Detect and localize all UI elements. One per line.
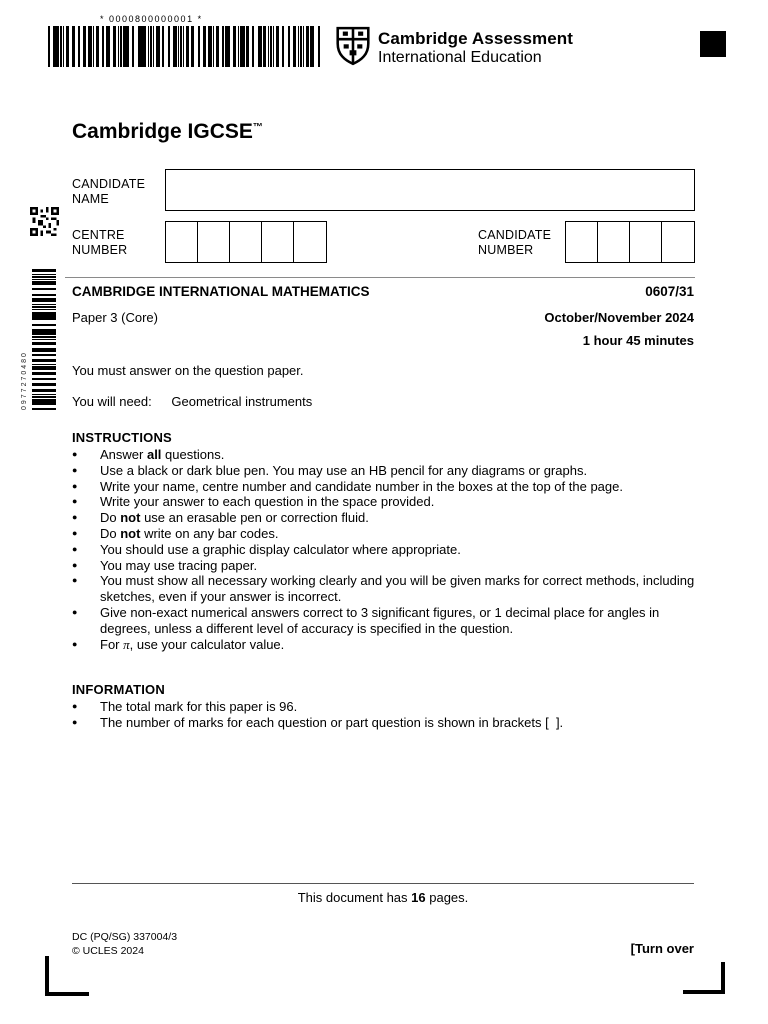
centre-number-cell[interactable] <box>294 222 326 262</box>
instructions-list <box>72 447 696 652</box>
bullet-icon: ● <box>72 512 78 523</box>
trademark-symbol: ™ <box>252 122 263 133</box>
centre-number-label-line1: CENTRE <box>72 228 125 242</box>
bullet-icon: ● <box>72 449 78 459</box>
page-title <box>72 120 263 144</box>
list-item <box>72 526 696 542</box>
candidate-number-cell[interactable] <box>598 222 630 262</box>
materials-needed <box>72 394 312 409</box>
dc-reference-code: DC (PQ/SG) 337004/3 <box>72 931 178 943</box>
centre-number-cell[interactable] <box>262 222 294 262</box>
copyright-notice: © UCLES 2024 <box>72 945 144 957</box>
candidate-number-cell[interactable] <box>566 222 598 262</box>
bullet-icon: ● <box>72 527 78 538</box>
centre-number-label <box>72 228 127 258</box>
list-item <box>72 494 696 510</box>
side-barcode-number: 0977270480 <box>21 351 28 410</box>
list-item-text: The total mark for this paper is 96. <box>100 699 298 714</box>
brand-name: Cambridge Assessment <box>378 29 574 48</box>
centre-number-cell[interactable] <box>166 222 198 262</box>
bullet-icon: ● <box>72 464 78 475</box>
footer-divider <box>72 883 694 884</box>
top-barcode <box>48 26 320 67</box>
list-item <box>72 637 696 653</box>
list-item-text: Use a black or dark blue pen. You may use an HB pencil for any diagrams or graphs. <box>100 462 588 478</box>
list-item <box>72 447 696 463</box>
candidate-name-label-line2: NAME <box>72 192 109 206</box>
candidate-number-label <box>478 228 551 258</box>
list-item <box>72 510 696 526</box>
list-item-text: You must show all necessary working clearly and you will be given marks for correct methods, including sketches, even if your answer is incorrect. <box>100 573 695 605</box>
list-item-text: Answer all questions. <box>100 447 225 462</box>
bullet-icon: ● <box>72 575 78 586</box>
crop-mark-bottom-right <box>683 962 725 994</box>
bullet-icon: ● <box>72 559 78 570</box>
candidate-number-label-line2: NUMBER <box>478 243 534 257</box>
turn-over-label: [Turn over <box>630 941 694 956</box>
bullet-icon: ● <box>72 480 78 491</box>
candidate-name-box[interactable] <box>165 169 695 211</box>
list-item <box>72 573 696 605</box>
list-item-text: Do not use an erasable pen or correction fluid. <box>100 510 369 526</box>
cambridge-logo <box>336 26 573 67</box>
side-barcode <box>32 268 56 410</box>
list-item-text: Write your answer to each question in the space provided. <box>100 494 435 510</box>
paper-row <box>72 310 694 325</box>
answer-instruction: You must answer on the question paper. <box>72 363 304 378</box>
bullet-icon: ● <box>72 716 78 727</box>
qr-code-mark <box>30 207 59 236</box>
list-item <box>72 699 696 715</box>
centre-number-box[interactable] <box>165 221 327 263</box>
materials-needed-value: Geometrical instruments <box>171 394 313 409</box>
bullet-icon: ● <box>72 701 78 711</box>
information-list <box>72 699 696 731</box>
information-heading: INFORMATION <box>72 682 165 697</box>
cambridge-shield-icon <box>336 26 370 66</box>
brand-subname: International Education <box>378 49 542 66</box>
paper-name: Paper 3 (Core) <box>72 310 158 325</box>
candidate-number-cell[interactable] <box>630 222 662 262</box>
candidate-number-label-line1: CANDIDATE <box>478 228 552 242</box>
bullet-icon: ● <box>72 543 78 554</box>
list-item <box>72 463 696 479</box>
candidate-number-cell[interactable] <box>662 222 694 262</box>
list-item <box>72 542 696 558</box>
list-item-text: Write your name, centre number and candidate number in the boxes at the top of the page. <box>100 478 623 494</box>
subject-title: CAMBRIDGE INTERNATIONAL MATHEMATICS <box>72 284 370 299</box>
list-item-text: For π, use your calculator value. <box>100 636 285 652</box>
list-item-text: You may use tracing paper. <box>100 557 258 573</box>
list-item <box>72 605 696 637</box>
bullet-icon: ● <box>72 638 78 649</box>
centre-number-cell[interactable] <box>230 222 262 262</box>
page-count-note: This document has 16 pages. <box>297 890 469 905</box>
instructions-heading: INSTRUCTIONS <box>72 430 172 445</box>
candidate-name-label <box>72 177 145 207</box>
brand-text <box>378 26 573 67</box>
exam-duration: 1 hour 45 minutes <box>582 333 694 348</box>
duration-row <box>72 333 694 348</box>
list-item <box>72 479 696 495</box>
top-barcode-number: * 0000800000001 * <box>100 14 203 24</box>
paper-code: 0607/31 <box>645 284 694 299</box>
list-item <box>72 715 696 731</box>
header-divider <box>65 277 695 278</box>
list-item-text: You should use a graphic display calculator where appropriate. <box>100 541 461 557</box>
crop-mark-bottom-left <box>45 956 89 996</box>
centre-number-cell[interactable] <box>198 222 230 262</box>
centre-number-label-line2: NUMBER <box>72 243 128 257</box>
list-item-text: The number of marks for each question or part question is shown in brackets [ ]. <box>100 714 564 730</box>
registration-mark-square <box>700 31 726 57</box>
candidate-name-label-line1: CANDIDATE <box>72 177 146 191</box>
materials-needed-label: You will need: <box>72 394 152 409</box>
list-item <box>72 558 696 574</box>
list-item-text: Do not write on any bar codes. <box>100 525 279 541</box>
bullet-icon: ● <box>72 606 78 617</box>
candidate-number-box[interactable] <box>565 221 695 263</box>
page-title-text: Cambridge IGCSE <box>72 120 253 143</box>
bullet-icon: ● <box>72 496 78 507</box>
exam-session: October/November 2024 <box>544 310 694 325</box>
subject-row <box>72 284 694 299</box>
list-item-text: Give non-exact numerical answers correct to 3 significant figures, or 1 decimal place for angles in degrees, unless a different level of accuracy is specified in the question. <box>100 604 660 636</box>
